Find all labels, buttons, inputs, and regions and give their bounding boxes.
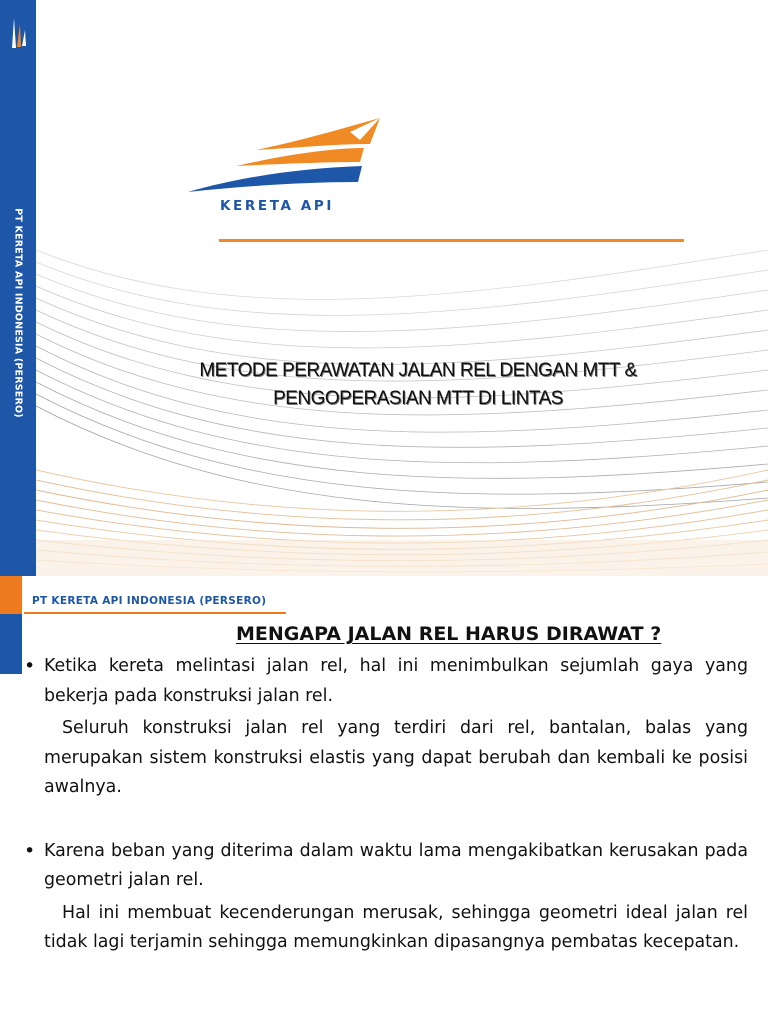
company-header: PT KERETA API INDONESIA (PERSERO) xyxy=(32,595,267,607)
orange-corner-block xyxy=(0,576,22,614)
slide-heading xyxy=(236,623,696,645)
wave-background xyxy=(36,0,768,576)
title-line-1: METODE PERAWATAN JALAN REL DENGAN MTT & xyxy=(199,360,637,381)
side-bar xyxy=(0,0,36,576)
bullet-marker: • xyxy=(24,655,36,677)
side-company-text: PT KERETA API INDONESIA (PERSERO) xyxy=(12,208,24,418)
bullet-marker: • xyxy=(24,839,36,862)
list-item xyxy=(24,837,748,958)
content-slide xyxy=(0,576,768,1024)
bullet-main-text: Ketika kereta melintasi jalan rel, hal ini menimbulkan sejumlah gaya yang bekerja pada konstruksi jalan rel. xyxy=(44,656,748,706)
bullet-main-text: Karena beban yang diterima dalam waktu lama mengakibatkan kerusakan pada geometri jalan rel. xyxy=(44,840,748,890)
orange-divider xyxy=(219,239,684,242)
title-line-2: PENGOPERASIAN MTT DI LINTAS xyxy=(273,388,563,409)
list-item xyxy=(24,652,748,803)
bullet-list xyxy=(24,652,748,958)
header-underline xyxy=(24,612,286,614)
kereta-api-logo xyxy=(184,110,388,206)
logo-wordmark: KERETA API xyxy=(220,198,334,214)
bullet-sub-text: Seluruh konstruksi jalan rel yang terdiri dari rel, bantalan, balas yang merupakan sistem konstruksi elastis yang dapat berubah dan kembali ke posisi awalnya. xyxy=(44,718,748,797)
slide-heading-text: MENGAPA JALAN REL HARUS DIRAWAT ? xyxy=(236,623,662,645)
bullet-sub-text: Hal ini membuat kecenderungan merusak, sehingga geometri ideal jalan rel tidak lagi terjamin sehingga memungkinkan dipasangnya pembatas kecepatan. xyxy=(44,902,748,952)
mini-logo-icon xyxy=(8,14,30,50)
slide-title xyxy=(108,357,728,413)
blue-corner-block xyxy=(0,614,22,674)
